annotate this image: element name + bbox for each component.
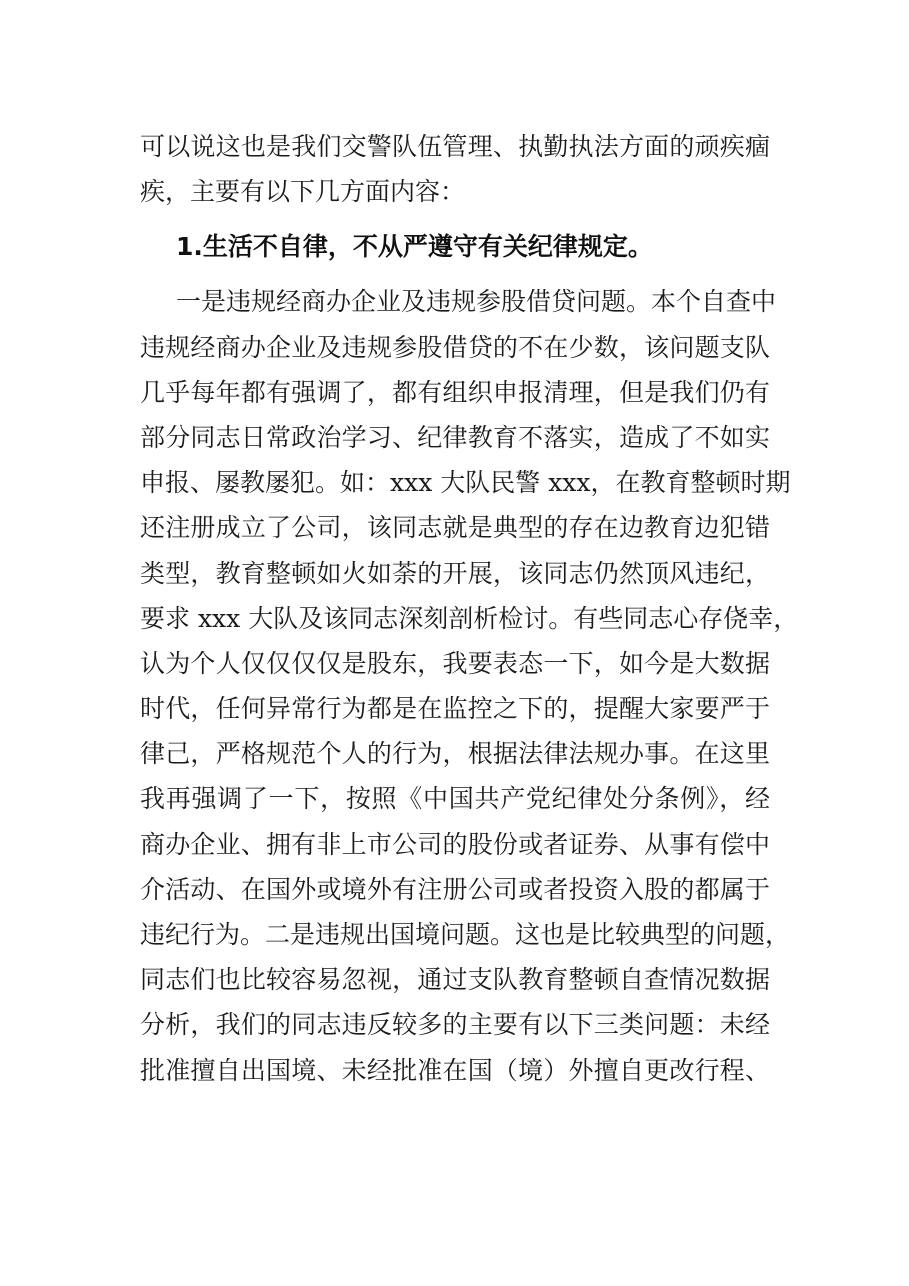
paragraph-line-8: 要求 xxx 大队及该同志深刻剖析检讨。有些同志心存侥幸， xyxy=(140,603,799,633)
paragraph-line-1: 一是违规经商办企业及违规参股借贷问题。本个自查中 xyxy=(176,287,777,317)
paragraph-line-17: 分析，我们的同志违反较多的主要有以下三类问题：未经 xyxy=(140,1010,770,1040)
paragraph-line-6: 还注册成立了公司，该同志就是典型的存在边教育边犯错 xyxy=(140,513,770,543)
section-heading: 1.生活不自律，不从严遵守有关纪律规定。 xyxy=(176,232,653,262)
paragraph-line-13: 商办企业、拥有非上市公司的股份或者证券、从事有偿中 xyxy=(140,829,770,859)
paragraph-line-16: 同志们也比较容易忽视，通过支队教育整顿自查情况数据 xyxy=(140,965,770,995)
intro-line-1: 可以说这也是我们交警队伍管理、执勤执法方面的顽疾痼 xyxy=(140,132,770,161)
paragraph-line-14: 介活动、在国外或境外有注册公司或者投资入股的都属于 xyxy=(140,874,770,904)
paragraph-line-10: 时代，任何异常行为都是在监控之下的，提醒大家要严于 xyxy=(140,694,770,724)
paragraph-line-7: 类型，教育整顿如火如荼的开展，该同志仍然顶风违纪， xyxy=(140,558,770,588)
paragraph-line-4: 部分同志日常政治学习、纪律教育不落实，造成了不如实 xyxy=(140,422,770,452)
paragraph-line-18: 批准擅自出国境、未经批准在国（境）外擅自更改行程、 xyxy=(140,1055,770,1085)
paragraph-line-2: 违规经商办企业及违规参股借贷的不在少数，该问题支队 xyxy=(140,332,770,362)
intro-line-2: 疾，主要有以下几方面内容： xyxy=(140,177,466,207)
paragraph-line-9: 认为个人仅仅仅仅是股东，我要表态一下，如今是大数据 xyxy=(140,648,770,678)
paragraph-line-3: 几乎每年都有强调了，都有组织申报清理，但是我们仍有 xyxy=(140,377,770,407)
document-body xyxy=(140,124,799,1093)
paragraph-line-12: 我再强调了一下，按照《中国共产党纪律处分条例》，经 xyxy=(140,784,770,814)
paragraph-line-5: 申报、屡教屡犯。如：xxx 大队民警 xxx，在教育整顿时期 xyxy=(140,468,791,498)
paragraph-line-11: 律己，严格规范个人的行为，根据法律法规办事。在这里 xyxy=(140,739,770,769)
paragraph-line-15: 违纪行为。二是违规出国境问题。这也是比较典型的问题， xyxy=(140,920,791,949)
